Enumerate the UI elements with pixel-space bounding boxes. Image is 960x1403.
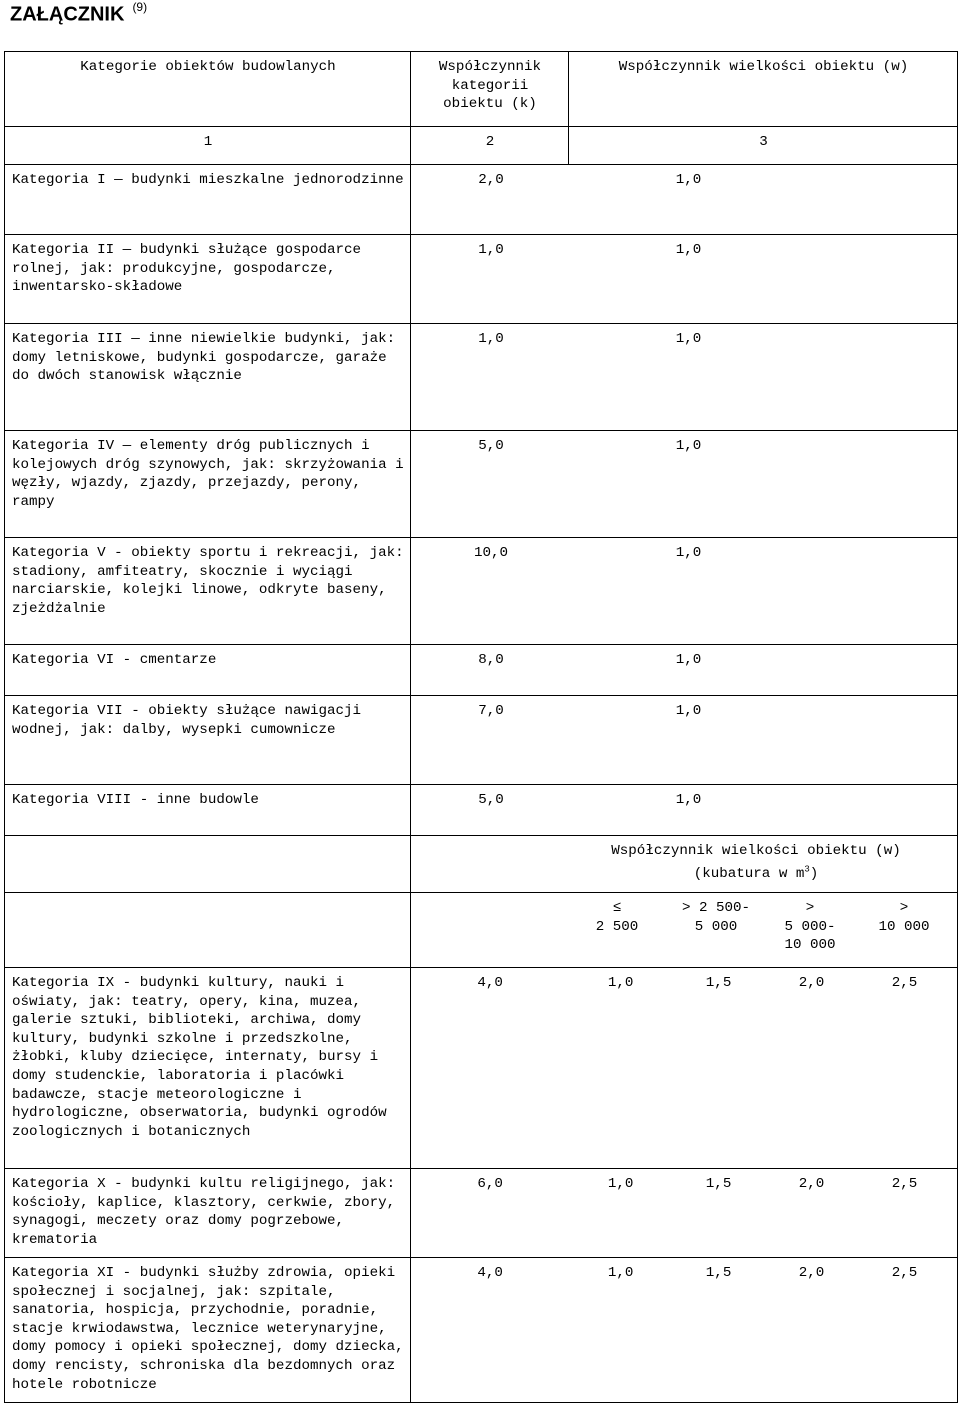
k-value: 8,0 <box>478 652 504 668</box>
volume-range: > 5 000- 10 000 <box>784 900 836 954</box>
page-title <box>10 2 147 27</box>
w-value: 2,0 <box>798 975 825 991</box>
w-value: 1,0 <box>607 1176 634 1192</box>
table-row <box>5 696 958 785</box>
table-row <box>5 645 958 696</box>
k-value: 4,0 <box>477 975 503 991</box>
k-value: 10,0 <box>473 545 509 561</box>
w-ranges-row <box>5 893 958 968</box>
w-value: 1,0 <box>675 242 702 258</box>
coefficients-table <box>4 51 958 1403</box>
k-value: 5,0 <box>478 792 504 808</box>
column-number: 3 <box>569 127 958 165</box>
category-label: Kategoria II — budynki służące gospodarce rolnej, jak: produkcyjne, gospodarcze, inwentarsko-składowe <box>5 235 411 324</box>
header-row <box>5 52 958 127</box>
w-value: 1,5 <box>705 1265 732 1281</box>
category-label: Kategoria IX - budynki kultury, nauki i oświaty, jak: teatry, opery, kina, muzea, galerie sztuki, biblioteki, archiwa, domy kultury, budynki szkolne i przedszkolne, żłobki, kluby dziecięce, internaty, bursy i domy studenckie, laboratoria i placówki badawcze, stacje meteorologiczne i hydrologiczne, obserwatoria, budynki ogrodów zoologicznych i botanicznych <box>5 968 411 1169</box>
w-ranges <box>411 893 958 968</box>
volume-range: > 2 500- 5 000 <box>681 900 751 935</box>
w-value: 1,0 <box>607 975 634 991</box>
w-value: 2,5 <box>891 975 918 991</box>
table-row <box>5 968 958 1169</box>
w-section-header <box>411 836 958 893</box>
category-label: Kategoria VIII - inne budowle <box>5 785 411 836</box>
header-k: Współczynnik kategorii obiektu (k) <box>411 52 569 127</box>
title-footnote-marker: (9) <box>132 0 148 14</box>
coefficient-values <box>411 968 958 1169</box>
category-label: Kategoria X - budynki kultu religijnego, jak: kościoły, kaplice, klasztory, cerkwie, zbory, synagogi, meczety oraz domy pogrzebowe, krematoria <box>5 1169 411 1258</box>
w-value: 1,0 <box>675 792 702 808</box>
k-value: 4,0 <box>477 1265 503 1281</box>
table-row <box>5 165 958 235</box>
category-label: Kategoria VI - cmentarze <box>5 645 411 696</box>
table-row <box>5 538 958 645</box>
w-value: 2,5 <box>891 1265 918 1281</box>
w-value: 1,0 <box>675 703 702 719</box>
coefficient-values <box>411 696 958 785</box>
coefficient-values <box>411 538 958 645</box>
w-section-header-row <box>5 836 958 893</box>
table-row <box>5 235 958 324</box>
k-value: 6,0 <box>477 1176 503 1192</box>
w-value: 1,0 <box>675 172 702 188</box>
k-value: 2,0 <box>478 172 504 188</box>
category-label: Kategoria VII - obiekty służące nawigacji wodnej, jak: dalby, wysepki cumownicze <box>5 696 411 785</box>
w-value: 1,5 <box>705 975 732 991</box>
column-number-row <box>5 127 958 165</box>
header-w: Współczynnik wielkości obiektu (w) <box>569 52 958 127</box>
table-row <box>5 1258 958 1403</box>
category-label: Kategoria V - obiekty sportu i rekreacji, jak: stadiony, amfiteatry, skocznie i wyciągi narciarskie, kolejki linowe, odkryte baseny, zjeżdżalnie <box>5 538 411 645</box>
w-value: 2,0 <box>798 1265 825 1281</box>
k-value: 5,0 <box>478 438 504 454</box>
coefficient-values <box>411 785 958 836</box>
table-row <box>5 324 958 431</box>
table-row <box>5 1169 958 1258</box>
table-row <box>5 431 958 538</box>
coefficient-values <box>411 324 958 431</box>
category-label: Kategoria IV — elementy dróg publicznych i kolejowych dróg szynowych, jak: skrzyżowania i węzły, wjazdy, zjazdy, przejazdy, perony, rampy <box>5 431 411 538</box>
coefficient-values <box>411 1258 958 1403</box>
w-value: 1,0 <box>607 1265 634 1281</box>
w-value: 2,5 <box>891 1176 918 1192</box>
w-value: 1,0 <box>675 652 702 668</box>
w-value: 1,0 <box>675 545 702 561</box>
coefficient-values <box>411 431 958 538</box>
volume-range: > 10 000 <box>878 900 930 935</box>
w-value: 1,0 <box>675 331 702 347</box>
volume-range: ≤ 2 500 <box>595 900 639 935</box>
coefficient-values <box>411 235 958 324</box>
w-section-title: Współczynnik wielkości obiektu (w) <box>611 843 901 859</box>
coefficient-values <box>411 1169 958 1258</box>
w-value: 1,5 <box>705 1176 732 1192</box>
k-value: 1,0 <box>478 331 504 347</box>
title-text: ZAŁĄCZNIK <box>10 3 125 26</box>
header-categories: Kategorie obiektów budowlanych <box>5 52 411 127</box>
w-section-subtitle: (kubatura w $m^3$) <box>693 864 819 883</box>
category-label: Kategoria III — inne niewielkie budynki, jak: domy letniskowe, budynki gospodarcze, garaże do dwóch stanowisk włącznie <box>5 324 411 431</box>
empty-cell <box>5 836 411 893</box>
w-value: 2,0 <box>798 1176 825 1192</box>
category-label: Kategoria I — budynki mieszkalne jednorodzinne <box>5 165 411 235</box>
w-value: 1,0 <box>675 438 702 454</box>
k-value: 7,0 <box>478 703 504 719</box>
column-number: 1 <box>5 127 411 165</box>
empty-cell <box>5 893 411 968</box>
category-label: Kategoria XI - budynki służby zdrowia, opieki społecznej i socjalnej, jak: szpitale, sanatoria, hospicja, przychodnie, poradnie, stacje krwiodawstwa, lecznice weterynaryjne, domy pomocy i opieki społecznej, domy dziecka, domy rencisty, schroniska dla bezdomnych oraz hotele robotnicze <box>5 1258 411 1403</box>
table-row <box>5 785 958 836</box>
coefficient-values <box>411 645 958 696</box>
k-value: 1,0 <box>478 242 504 258</box>
coefficient-values <box>411 165 958 235</box>
column-number: 2 <box>411 127 569 165</box>
